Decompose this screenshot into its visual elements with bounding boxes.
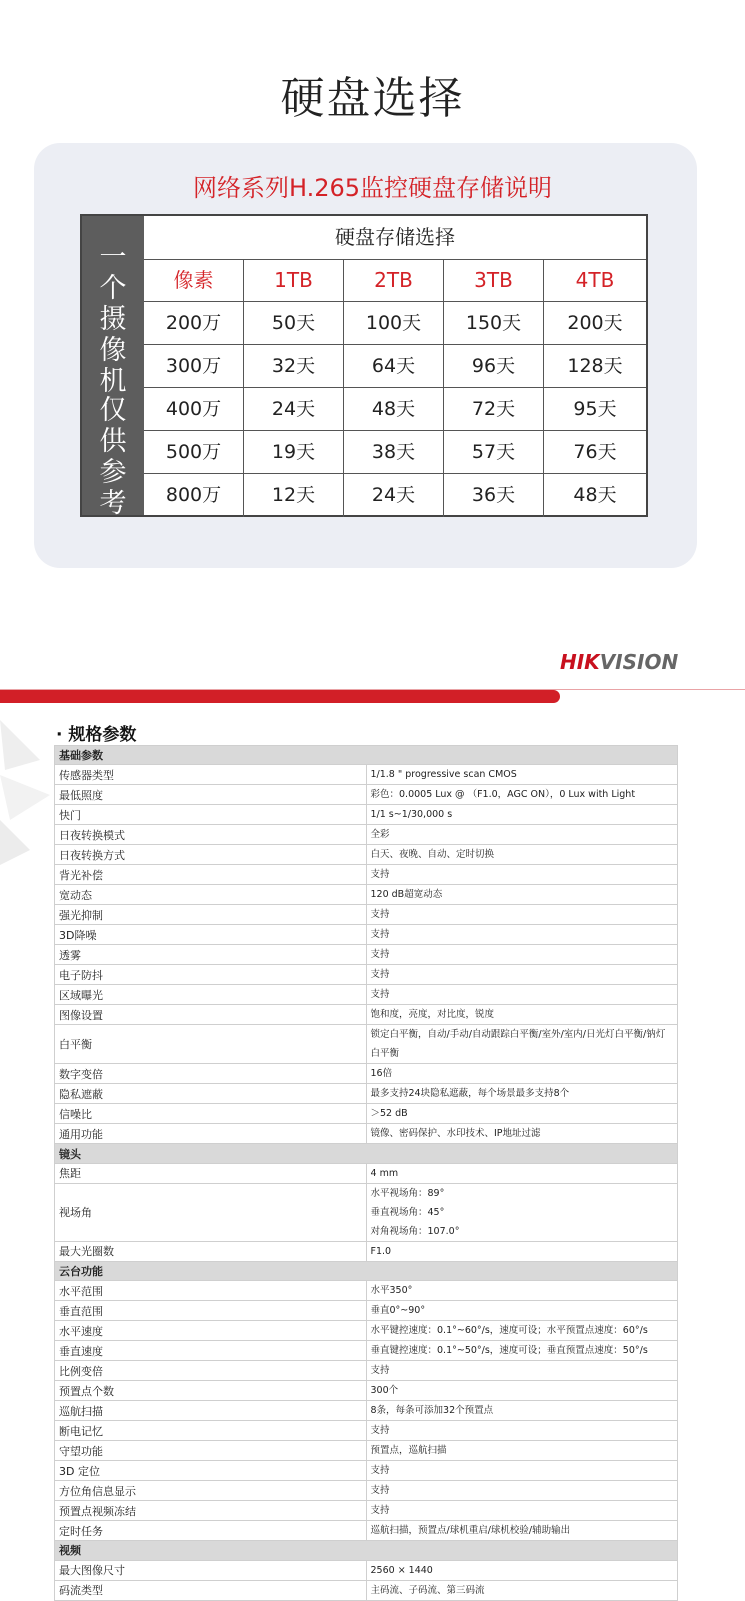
panel-title: 网络系列H.265监控硬盘存储说明	[192, 174, 553, 202]
spec-key: 焦距	[55, 1163, 367, 1183]
spec-key: 水平范围	[55, 1281, 367, 1301]
spec-value	[366, 1521, 678, 1541]
spec-row	[55, 985, 678, 1005]
storage-column-header: 像素	[144, 259, 244, 301]
spec-key: 巡航扫描	[55, 1401, 367, 1421]
spec-value-line: 8条，每条可添加32个预置点	[370, 1405, 494, 1417]
spec-value-line: 支持	[370, 909, 390, 921]
spec-key: 预置点视频冻结	[55, 1501, 367, 1521]
spec-value-line: 垂直视场角：45°	[370, 1206, 445, 1218]
spec-key: 日夜转换方式	[55, 845, 367, 865]
spec-section-row	[55, 1261, 678, 1280]
side-char: 参	[99, 457, 127, 488]
spec-value	[366, 1124, 678, 1144]
spec-value-line: 彩色：0.0005 Lux @ （F1.0，AGC ON），0 Lux with Light	[370, 789, 636, 801]
spec-row	[55, 1241, 678, 1261]
storage-cell: 12天	[244, 474, 344, 517]
storage-cell: 200万	[144, 302, 244, 344]
storage-cell: 76天	[573, 441, 617, 463]
spec-row	[55, 1401, 678, 1421]
spec-value-line: 镜像、密码保护、水印技术、IP地址过滤	[370, 1128, 541, 1140]
storage-cell: 48天	[344, 388, 444, 430]
spec-value-line: 支持	[370, 1425, 390, 1437]
spec-value	[366, 905, 678, 925]
storage-cell: 24天	[344, 474, 444, 517]
storage-row	[144, 302, 646, 345]
storage-cell: 64天	[344, 345, 444, 387]
spec-row	[55, 1421, 678, 1441]
spec-row	[55, 805, 678, 825]
spec-value-line: 白天、夜晚、自动、定时切换	[370, 849, 495, 861]
storage-cell: 57天	[444, 431, 544, 473]
spec-value-line: 120 dB超宽动态	[370, 889, 443, 901]
spec-row	[55, 1441, 678, 1461]
spec-value-line: 支持	[370, 949, 390, 961]
spec-value	[366, 1163, 678, 1183]
storage-cell: 72天	[444, 388, 544, 430]
spec-row	[55, 945, 678, 965]
spec-row	[55, 1281, 678, 1301]
spec-section-label: 基础参数	[55, 746, 678, 765]
spec-value-line: 1/1 s~1/30,000 s	[370, 809, 453, 821]
spec-key: 强光抑制	[55, 905, 367, 925]
spec-key: 宽动态	[55, 885, 367, 905]
spec-row	[55, 1005, 678, 1025]
brand-red-bar	[0, 690, 560, 703]
spec-value-line: 对角视场角：107.0°	[370, 1225, 460, 1237]
spec-key: 数字变倍	[55, 1064, 367, 1084]
spec-value	[366, 765, 678, 785]
side-char: 考	[99, 488, 127, 519]
spec-row	[55, 885, 678, 905]
spec-key: 方位角信息显示	[55, 1481, 367, 1501]
spec-section-label: 镜头	[55, 1144, 678, 1163]
spec-row	[55, 965, 678, 985]
spec-value-line: 2560 × 1440	[370, 1564, 433, 1576]
storage-column-header: 1TB	[244, 259, 344, 301]
spec-section-row	[55, 1144, 678, 1163]
spec-value	[366, 1064, 678, 1084]
spec-row	[55, 1361, 678, 1381]
spec-value	[366, 1461, 678, 1481]
spec-row	[55, 1064, 678, 1084]
spec-value-line: 垂直键控速度：0.1°~50°/s，速度可设；垂直预置点速度：50°/s	[370, 1345, 648, 1357]
spec-value-line: 支持	[370, 869, 390, 881]
storage-cell: 38天	[344, 431, 444, 473]
spec-value	[366, 1321, 678, 1341]
side-char: 仅	[99, 395, 127, 426]
storage-cell: 24天	[244, 388, 344, 430]
storage-cell: 48天	[573, 484, 617, 506]
side-label-bottom	[82, 395, 144, 519]
spec-key: 垂直速度	[55, 1341, 367, 1361]
storage-table-header: 硬盘存储选择	[144, 216, 646, 260]
spec-value-line: 1/1.8 " progressive scan CMOS	[370, 769, 517, 781]
spec-value	[366, 925, 678, 945]
spec-value	[366, 1084, 678, 1104]
spec-value-line: 水平视场角：89°	[370, 1187, 445, 1199]
spec-value	[366, 965, 678, 985]
storage-cell: 800万	[144, 474, 244, 517]
spec-value-line: 支持	[370, 969, 390, 981]
spec-row	[55, 785, 678, 805]
storage-cell: 300万	[144, 345, 244, 387]
spec-row	[55, 865, 678, 885]
spec-value-line: 300个	[370, 1385, 399, 1397]
spec-row	[55, 925, 678, 945]
spec-row	[55, 1501, 678, 1521]
storage-side-label	[82, 216, 144, 519]
spec-value-line: 支持	[370, 1485, 390, 1497]
spec-key: 预置点个数	[55, 1381, 367, 1401]
storage-cell: 50天	[244, 302, 344, 344]
spec-row	[55, 1183, 678, 1241]
spec-value	[366, 1381, 678, 1401]
spec-row	[55, 905, 678, 925]
spec-row	[55, 765, 678, 785]
spec-row	[55, 1381, 678, 1401]
spec-row	[55, 1461, 678, 1481]
spec-value-line: 水平350°	[370, 1285, 413, 1297]
spec-value	[366, 1560, 678, 1580]
spec-value	[366, 1361, 678, 1381]
spec-value	[366, 845, 678, 865]
spec-value	[366, 1580, 678, 1600]
spec-value	[366, 785, 678, 805]
spec-value	[366, 865, 678, 885]
side-char: 摄	[99, 304, 127, 335]
storage-cell: 95天	[573, 398, 617, 420]
spec-value-line: 4 mm	[370, 1167, 399, 1179]
spec-key: 守望功能	[55, 1441, 367, 1461]
spec-value-line: ＞52 dB	[370, 1108, 408, 1120]
spec-value-line: 最多支持24块隐私遮蔽，每个场景最多支持8个	[370, 1088, 570, 1100]
spec-row	[55, 1560, 678, 1580]
spec-key: 透雾	[55, 945, 367, 965]
spec-value	[366, 1441, 678, 1461]
spec-section-label: 视频	[55, 1541, 678, 1560]
spec-value	[366, 805, 678, 825]
spec-row	[55, 1124, 678, 1144]
spec-key: 日夜转换模式	[55, 825, 367, 845]
spec-row	[55, 1163, 678, 1183]
spec-key: 定时任务	[55, 1521, 367, 1541]
spec-row	[55, 825, 678, 845]
storage-column-header: 2TB	[344, 259, 444, 301]
storage-cell: 150天	[444, 302, 544, 344]
spec-value	[366, 1401, 678, 1421]
spec-key: 水平速度	[55, 1321, 367, 1341]
side-char: 机	[99, 366, 127, 397]
spec-value	[366, 1025, 678, 1064]
storage-header-row	[144, 259, 646, 302]
side-char: 一	[99, 242, 127, 273]
spec-row	[55, 1025, 678, 1064]
spec-value	[366, 1005, 678, 1025]
spec-key: 断电记忆	[55, 1421, 367, 1441]
spec-value	[366, 1104, 678, 1124]
spec-value	[366, 1341, 678, 1361]
spec-value-line: 主码流、子码流、第三码流	[370, 1584, 485, 1596]
spec-key: 3D降噪	[55, 925, 367, 945]
spec-key: 快门	[55, 805, 367, 825]
storage-row	[144, 388, 646, 431]
storage-table-grid	[144, 259, 646, 517]
spec-value-line: 支持	[370, 1365, 390, 1377]
storage-column-header: 3TB	[444, 259, 544, 301]
storage-cell: 500万	[144, 431, 244, 473]
spec-section-title: · 规格参数	[56, 725, 137, 745]
storage-row	[144, 431, 646, 474]
spec-value	[366, 945, 678, 965]
spec-value-line: 巡航扫描，预置点/球机重启/球机校验/辅助输出	[370, 1525, 571, 1537]
spec-value-line: 锁定白平衡，自动/手动/自动跟踪白平衡/室外/室内/日光灯白平衡/钠灯白平衡	[370, 1029, 666, 1060]
spec-value-line: 预置点，巡航扫描	[370, 1445, 447, 1457]
storage-table	[80, 214, 648, 517]
spec-value-line: 饱和度，亮度，对比度，锐度	[370, 1009, 495, 1021]
storage-cell: 400万	[144, 388, 244, 430]
side-char: 个	[99, 273, 127, 304]
spec-value-line: 支持	[370, 1465, 390, 1477]
spec-section-label: 云台功能	[55, 1261, 678, 1280]
spec-row	[55, 1580, 678, 1600]
storage-cell: 96天	[444, 345, 544, 387]
storage-cell: 19天	[244, 431, 344, 473]
spec-value	[366, 885, 678, 905]
spec-value	[366, 1501, 678, 1521]
spec-value	[366, 1301, 678, 1321]
spec-key: 最大图像尺寸	[55, 1560, 367, 1580]
spec-key: 比例变倍	[55, 1361, 367, 1381]
spec-key: 垂直范围	[55, 1301, 367, 1321]
spec-key: 码流类型	[55, 1580, 367, 1600]
spec-value	[366, 825, 678, 845]
spec-key: 最大光圈数	[55, 1241, 367, 1261]
spec-row	[55, 1104, 678, 1124]
spec-key: 视场角	[55, 1183, 367, 1241]
spec-value	[366, 1241, 678, 1261]
spec-row	[55, 1481, 678, 1501]
spec-key: 信噪比	[55, 1104, 367, 1124]
spec-key: 最低照度	[55, 785, 367, 805]
hikvision-logo: HIKVISION	[560, 650, 679, 674]
spec-value-line: 全彩	[370, 829, 390, 841]
spec-table	[54, 745, 678, 1601]
side-char: 供	[99, 426, 127, 457]
spec-value-line: 支持	[370, 1505, 390, 1517]
page-title: 硬盘选择	[280, 73, 465, 124]
storage-cell: 128天	[567, 355, 623, 377]
spec-value	[366, 985, 678, 1005]
spec-row	[55, 1084, 678, 1104]
spec-key: 白平衡	[55, 1025, 367, 1064]
spec-key: 背光补偿	[55, 865, 367, 885]
spec-section-row	[55, 1541, 678, 1560]
storage-row	[144, 474, 646, 517]
spec-row	[55, 1341, 678, 1361]
spec-value	[366, 1281, 678, 1301]
spec-key: 电子防抖	[55, 965, 367, 985]
spec-value-line: 支持	[370, 929, 390, 941]
spec-key: 区域曝光	[55, 985, 367, 1005]
storage-cell: 100天	[344, 302, 444, 344]
spec-value-line: F1.0	[370, 1245, 392, 1257]
spec-key: 图像设置	[55, 1005, 367, 1025]
spec-key: 通用功能	[55, 1124, 367, 1144]
spec-row	[55, 1301, 678, 1321]
storage-cell: 36天	[444, 474, 544, 517]
storage-row	[144, 345, 646, 388]
spec-row	[55, 845, 678, 865]
spec-value	[366, 1183, 678, 1241]
spec-key: 隐私遮蔽	[55, 1084, 367, 1104]
decorative-shards-icon	[0, 700, 60, 870]
spec-value	[366, 1421, 678, 1441]
spec-value	[366, 1481, 678, 1501]
side-char: 像	[99, 335, 127, 366]
spec-row	[55, 1521, 678, 1541]
spec-value-line: 支持	[370, 989, 390, 1001]
spec-value-line: 水平键控速度：0.1°~60°/s，速度可设；水平预置点速度：60°/s	[370, 1325, 648, 1337]
storage-cell: 32天	[244, 345, 344, 387]
spec-section-row	[55, 746, 678, 765]
spec-key: 传感器类型	[55, 765, 367, 785]
spec-value-line: 16倍	[370, 1068, 393, 1080]
spec-row	[55, 1321, 678, 1341]
storage-column-header: 4TB	[575, 268, 615, 292]
spec-value-line: 垂直0°~90°	[370, 1305, 426, 1317]
side-label-top	[82, 242, 144, 397]
storage-cell: 200天	[567, 312, 623, 334]
spec-key: 3D 定位	[55, 1461, 367, 1481]
